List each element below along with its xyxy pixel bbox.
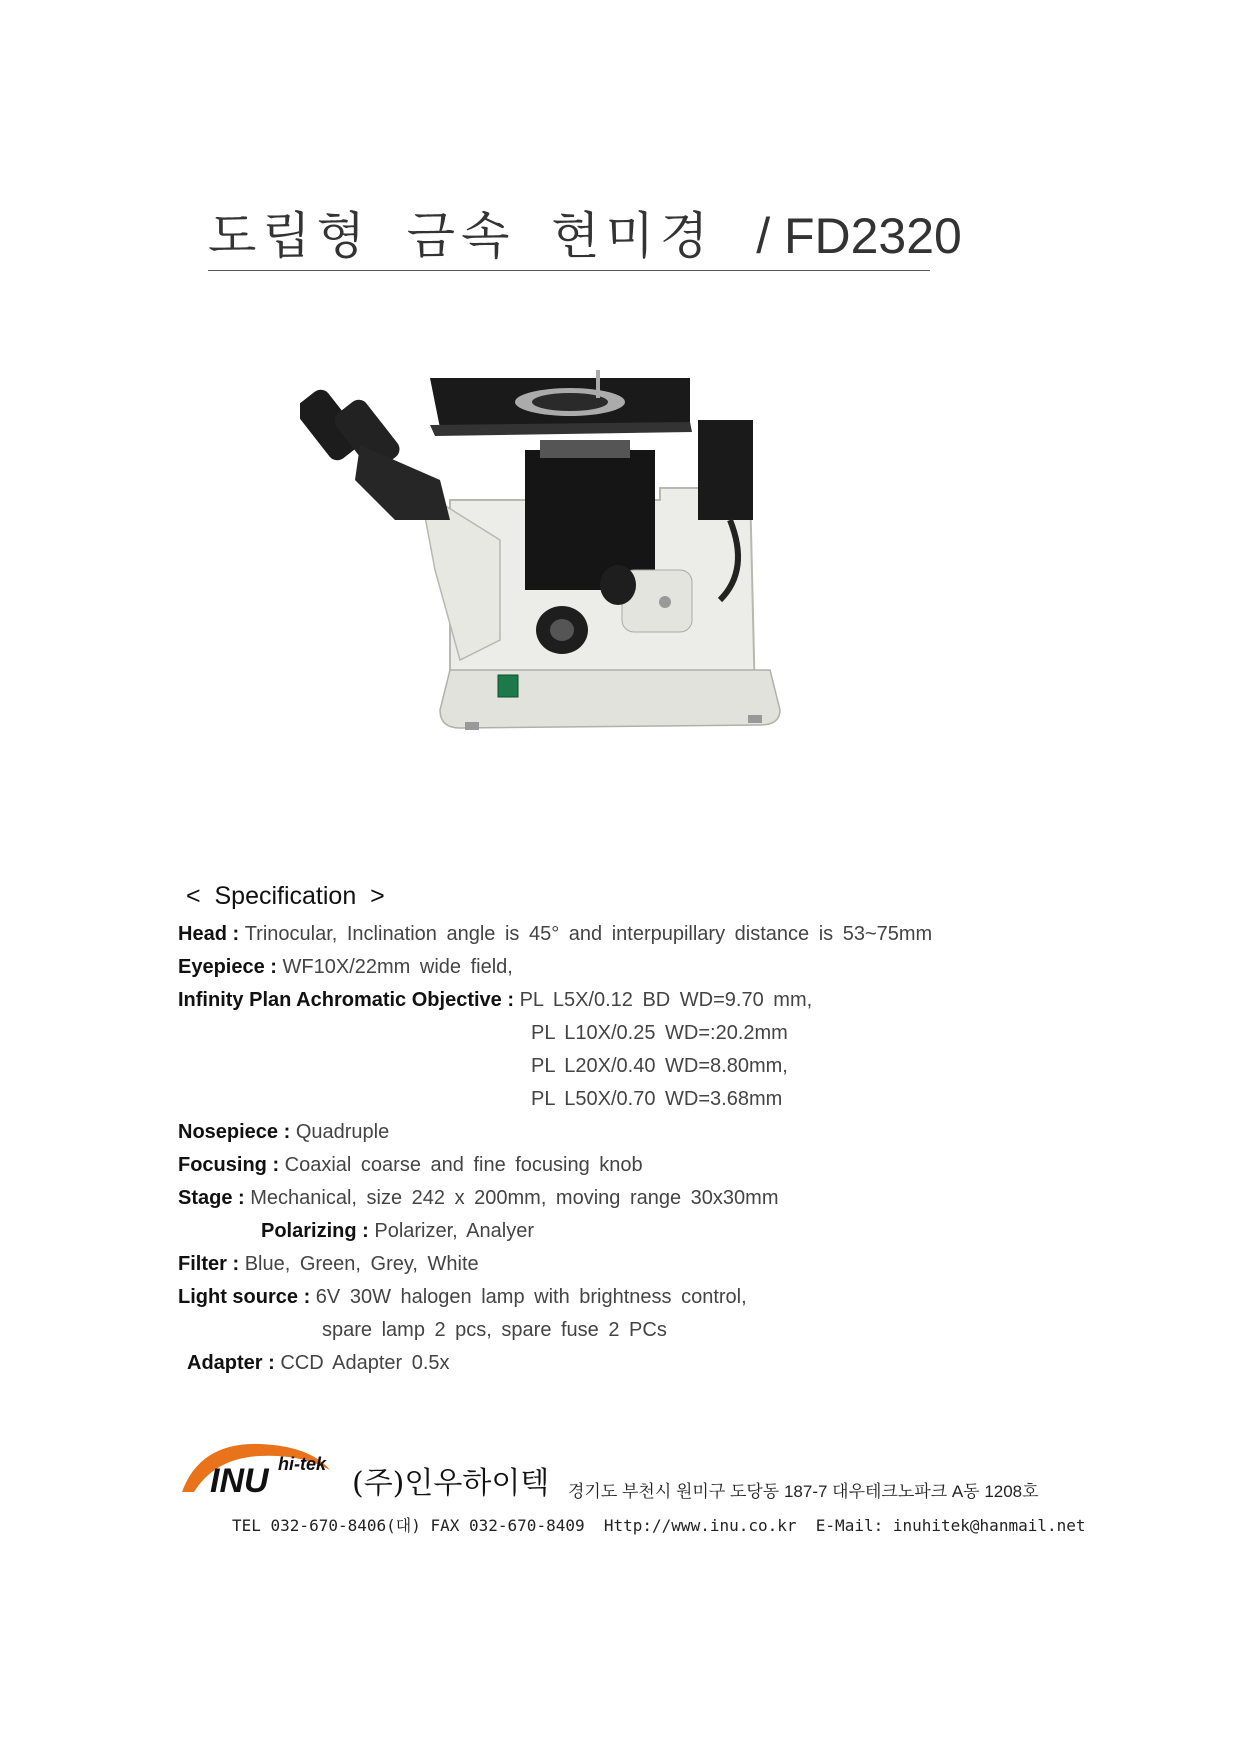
spec-row-objective-cont bbox=[531, 1050, 788, 1083]
company-name: (주)인우하이텍 bbox=[352, 1466, 550, 1501]
spec-row-adapter bbox=[187, 1347, 450, 1380]
spec-row-light-source bbox=[178, 1281, 747, 1314]
company-contact: TEL 032-670-8406(대) FAX 032-670-8409 Http://www.inu.co.kr E-Mail: inuhitek@hanmail.net bbox=[232, 1516, 1086, 1535]
title-model: / FD2320 bbox=[756, 208, 962, 264]
inu-hitek-logo bbox=[180, 1440, 350, 1500]
logo-text: INU bbox=[210, 1462, 269, 1500]
spec-value: CCD Adapter 0.5x bbox=[280, 1352, 450, 1374]
spec-label: Light source : bbox=[178, 1286, 311, 1308]
title-korean: 도립형 금속 현미경 bbox=[208, 207, 715, 265]
company-address: 경기도 부천시 원미구 도당동 187-7 대우테크노파크 A동 1208호 bbox=[568, 1482, 1039, 1501]
logo-suffix: hi-tek bbox=[278, 1454, 327, 1474]
spec-value: Blue, Green, Grey, White bbox=[244, 1253, 479, 1275]
spec-row-nosepiece bbox=[178, 1116, 389, 1149]
specification-heading: < Specification > bbox=[186, 882, 385, 910]
spec-value: WF10X/22mm wide field, bbox=[282, 956, 513, 978]
document-title bbox=[208, 196, 962, 271]
spec-row-polarizing bbox=[261, 1215, 534, 1248]
spec-value: PL L20X/0.40 WD=8.80mm, bbox=[531, 1055, 788, 1077]
spec-value: Polarizer, Analyer bbox=[374, 1220, 534, 1242]
spec-value: 6V 30W halogen lamp with brightness control, bbox=[315, 1286, 747, 1308]
spec-label: Eyepiece : bbox=[178, 956, 277, 978]
spec-row-head bbox=[178, 918, 932, 951]
spec-row-light-source-cont bbox=[322, 1314, 667, 1347]
spec-row-objective-cont bbox=[531, 1017, 788, 1050]
spec-label: Nosepiece : bbox=[178, 1121, 291, 1143]
spec-label: Focusing : bbox=[178, 1154, 280, 1176]
spec-label: Adapter : bbox=[187, 1352, 275, 1374]
spec-label: Stage : bbox=[178, 1187, 245, 1209]
spec-row-objective-cont bbox=[531, 1083, 782, 1116]
spec-row-focusing bbox=[178, 1149, 643, 1182]
spec-value: Coaxial coarse and fine focusing knob bbox=[284, 1154, 643, 1176]
spec-label: Filter : bbox=[178, 1253, 240, 1275]
spec-label: Head : bbox=[178, 923, 240, 945]
microscope-photo bbox=[300, 370, 840, 770]
spec-value: Quadruple bbox=[295, 1121, 390, 1143]
spec-row-filter bbox=[178, 1248, 479, 1281]
spec-value: PL L5X/0.12 BD WD=9.70 mm, bbox=[519, 989, 813, 1011]
spec-value: PL L50X/0.70 WD=3.68mm bbox=[531, 1088, 783, 1110]
spec-row-objective bbox=[178, 984, 812, 1017]
spec-value: spare lamp 2 pcs, spare fuse 2 PCs bbox=[322, 1319, 667, 1341]
spec-row-eyepiece bbox=[178, 951, 513, 984]
spec-value: Mechanical, size 242 x 200mm, moving range 30x30mm bbox=[250, 1187, 779, 1209]
spec-value: PL L10X/0.25 WD=:20.2mm bbox=[531, 1022, 788, 1044]
spec-label: Infinity Plan Achromatic Objective : bbox=[178, 989, 514, 1011]
spec-value: Trinocular, Inclination angle is 45° and interpupillary distance is 53~75mm bbox=[244, 923, 933, 945]
spec-row-stage bbox=[178, 1182, 778, 1215]
spec-label: Polarizing : bbox=[261, 1220, 369, 1242]
